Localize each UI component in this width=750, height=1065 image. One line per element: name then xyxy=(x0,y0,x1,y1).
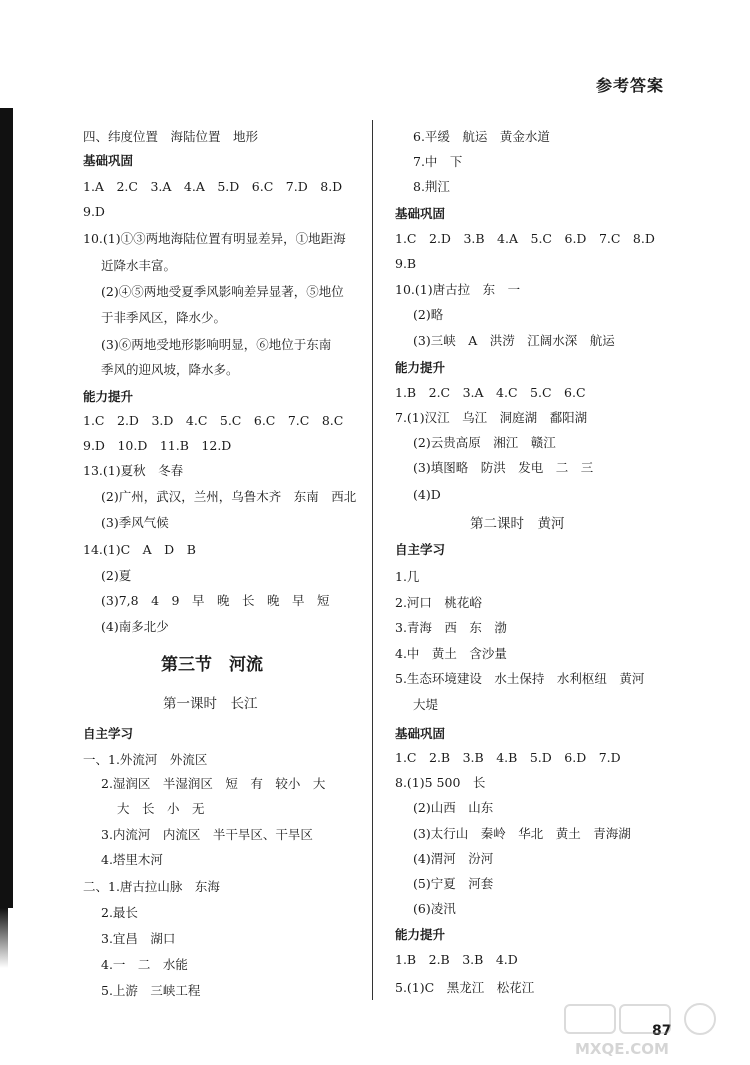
answer-line: 1.几 xyxy=(395,569,420,584)
answer-line: 9.D 10.D 11.B 12.D xyxy=(83,438,232,453)
answer-line: 4.一 二 水能 xyxy=(101,957,188,972)
answer-line: (3)季风气候 xyxy=(101,515,169,530)
answer-line: (5)宁夏 河套 xyxy=(413,876,494,891)
answer-line: 14.(1)C A D B xyxy=(83,542,196,557)
answer-line: (3)太行山 秦岭 华北 黄土 青海湖 xyxy=(413,826,631,841)
answer-line: (3)⑥两地受地形影响明显，⑥地位于东南 xyxy=(101,337,332,352)
answer-line: (4)南多北少 xyxy=(101,619,169,634)
answer-line: (3)三峡 A 洪涝 江阔水深 航运 xyxy=(413,333,615,348)
watermark-logo xyxy=(560,1000,740,1060)
answer-line: 3.内流河 内流区 半干旱区、干旱区 xyxy=(101,827,313,842)
section-heading: 自主学习 xyxy=(395,542,446,557)
lesson-title: 第一课时 长江 xyxy=(163,696,258,712)
column-divider xyxy=(372,120,373,1000)
section-heading: 基础巩固 xyxy=(395,206,446,221)
answer-line: 四、纬度位置 海陆位置 地形 xyxy=(83,129,259,144)
page-header-title: 参考答案 xyxy=(595,76,664,95)
answer-line: (2)略 xyxy=(413,307,444,322)
answer-line: (4)D xyxy=(413,487,441,502)
answer-line: 1.C 2.B 3.B 4.B 5.D 6.D 7.D xyxy=(395,750,621,765)
answer-line: 7.(1)汉江 乌江 洞庭湖 鄱阳湖 xyxy=(395,410,588,425)
answer-line: 3.青海 西 东 渤 xyxy=(395,620,507,635)
answer-line: 9.B xyxy=(395,256,417,271)
chapter-section-title: 第三节 河流 xyxy=(161,655,263,675)
answer-line: 二、1.唐古拉山脉 东海 xyxy=(83,879,220,894)
answer-line: 2.河口 桃花峪 xyxy=(395,595,482,610)
answer-line: (3)填图略 防洪 发电 二 三 xyxy=(413,460,594,475)
answer-line: 季风的迎风坡，降水多。 xyxy=(101,362,239,377)
answer-line: 5.生态环境建设 水土保持 水利枢纽 黄河 xyxy=(395,671,645,686)
answer-line: (6)凌汛 xyxy=(413,901,456,916)
answer-line: (2)④⑤两地受夏季风影响差异显著，⑤地位 xyxy=(101,284,344,299)
answer-line: (3)7,8 4 9 早 晚 长 晚 早 短 xyxy=(101,593,330,608)
answer-line: (2)云贵高原 湘江 赣江 xyxy=(413,435,556,450)
section-heading: 基础巩固 xyxy=(83,153,134,168)
scan-edge-shadow xyxy=(0,108,13,908)
lesson-title: 第二课时 黄河 xyxy=(470,516,565,532)
section-heading: 能力提升 xyxy=(395,927,446,942)
answer-line: 6.平缓 航运 黄金水道 xyxy=(413,129,550,144)
section-heading: 自主学习 xyxy=(83,726,134,741)
answer-line: 10.(1)①③两地海陆位置有明显差异，①地距海 xyxy=(83,231,346,246)
answer-line: 1.B 2.B 3.B 4.D xyxy=(395,952,518,967)
answer-line: 8.荆江 xyxy=(413,179,450,194)
answer-line: 9.D xyxy=(83,204,105,219)
answer-line: 1.C 2.D 3.B 4.A 5.C 6.D 7.C 8.D xyxy=(395,231,655,246)
answer-line: (2)广州，武汉，兰州，乌鲁木齐 东南 西北 xyxy=(101,489,357,504)
answer-line: 大堤 xyxy=(413,697,439,712)
answer-line: 13.(1)夏秋 冬春 xyxy=(83,463,184,478)
answer-line: 2.湿润区 半湿润区 短 有 较小 大 xyxy=(101,776,326,791)
answer-line: 3.宜昌 湖口 xyxy=(101,931,176,946)
section-heading: 基础巩固 xyxy=(395,726,446,741)
answer-line: 大 长 小 无 xyxy=(117,801,205,816)
answer-line: 4.中 黄土 含沙量 xyxy=(395,646,507,661)
answer-line: 1.A 2.C 3.A 4.A 5.D 6.C 7.D 8.D xyxy=(83,179,343,194)
answer-line: 7.中 下 xyxy=(413,154,463,169)
answer-line: 1.C 2.D 3.D 4.C 5.C 6.C 7.C 8.C xyxy=(83,413,344,428)
answer-line: 近降水丰富。 xyxy=(101,258,177,273)
answer-line: 8.(1)5 500 长 xyxy=(395,775,486,790)
scan-edge-fade xyxy=(0,908,8,968)
section-heading: 能力提升 xyxy=(83,389,134,404)
page-number: 87 xyxy=(652,1023,672,1039)
answer-line: 4.塔里木河 xyxy=(101,852,163,867)
answer-line: (4)渭河 汾河 xyxy=(413,851,494,866)
section-heading: 能力提升 xyxy=(395,360,446,375)
answer-line: 一、1.外流河 外流区 xyxy=(83,752,208,767)
answer-line: 10.(1)唐古拉 东 一 xyxy=(395,282,521,297)
answer-line: 1.B 2.C 3.A 4.C 5.C 6.C xyxy=(395,385,586,400)
answer-line: 2.最长 xyxy=(101,905,138,920)
answer-line: 5.(1)C 黑龙江 松花江 xyxy=(395,980,535,995)
answer-line: 于非季风区，降水少。 xyxy=(101,310,227,325)
answer-line: 5.上游 三峡工程 xyxy=(101,983,201,998)
watermark-text: MXQE.COM xyxy=(575,1040,669,1058)
answer-line: (2)山西 山东 xyxy=(413,800,494,815)
answer-line: (2)夏 xyxy=(101,568,132,583)
